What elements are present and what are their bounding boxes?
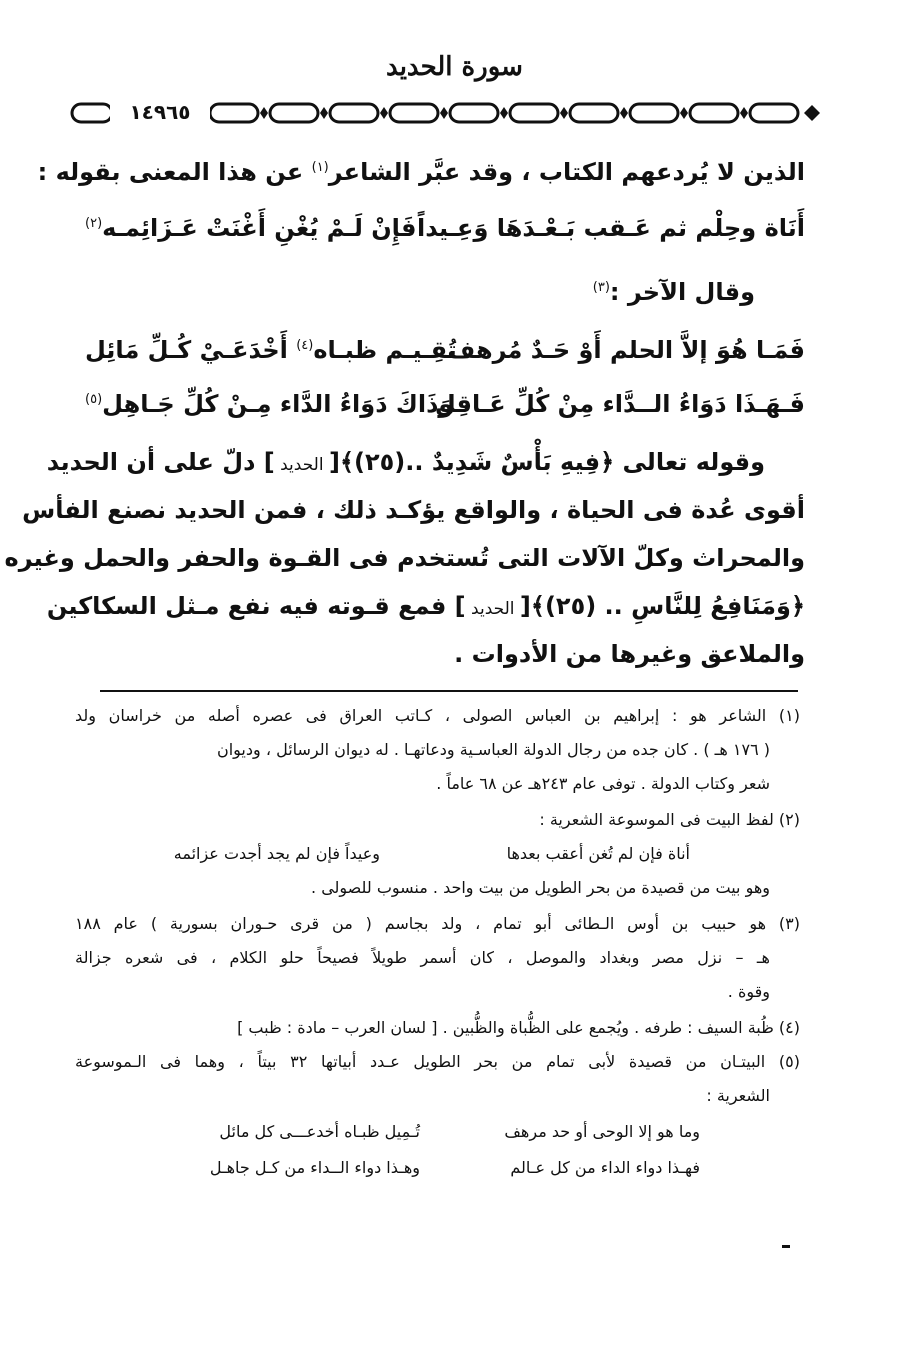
text-line-2 bbox=[593, 268, 755, 316]
text-line-6 bbox=[47, 582, 805, 633]
page-end-mark bbox=[782, 1245, 790, 1248]
footnote-2-verse-left: وعيداً فإن لم يجد أجدت عزائمه bbox=[173, 844, 380, 863]
verse-hemistich-left bbox=[85, 326, 457, 374]
footnote-5-verse-1-right: وما هو إلا الوحى أو حد مرهف bbox=[504, 1122, 700, 1141]
text-segment: ] دلّ على أن الحديد bbox=[46, 448, 275, 476]
footnote-1-line-3: شعر وكتاب الدولة . توفى عام ٢٤٣هـ عن ٦٨ عاماً . bbox=[436, 774, 770, 793]
text-segment: ﴿ bbox=[790, 592, 805, 620]
text-segment: تُقِـيـم ظبـاه bbox=[313, 336, 457, 364]
footnote-marker: (١) bbox=[311, 160, 329, 175]
footnote-2-line-1: (٢) لفظ البيت فى الموسوعة الشعرية : bbox=[539, 810, 800, 829]
footnote-5-line-1: (٥) البيتـان من قصيدة لأبى تمام من بحر الطويل عـدد أبياتها ٣٢ بيتاً ، وهما فى الـموسوعة bbox=[75, 1052, 800, 1071]
footnote-marker: (٤) bbox=[296, 338, 314, 353]
text-segment: وقال الآخر : bbox=[609, 278, 755, 306]
footnote-marker: (٣) bbox=[592, 280, 610, 295]
verse-hemistich-right: فَـهَـذَا دَوَاءُ الــدَّاء مِنْ كُلِّ عَـاقِل bbox=[434, 390, 805, 418]
quran-quote: وَمَنَافِعُ لِلنَّاسِ bbox=[631, 592, 791, 620]
surah-reference: الحديد bbox=[274, 455, 329, 475]
footnote-3-line-3: وقوة . bbox=[727, 982, 770, 1001]
footnote-5-line-2: الشعرية : bbox=[706, 1086, 770, 1105]
text-segment: الذين لا يُردعهم الكتاب ، وقد عبَّر الشاعر bbox=[328, 158, 805, 186]
text-segment: .. (٢٥)﴾[ bbox=[519, 592, 632, 620]
text-segment: عن هذا المعنى بقوله : bbox=[37, 158, 312, 186]
footnote-5-verse-2-right: فهـذا دواء الداء من كل عـالم bbox=[510, 1158, 700, 1177]
text-segment: فَإِنْ لَـمْ يُغْنِ أَغْنَتْ عَـزَائِمـه bbox=[102, 214, 417, 242]
text-segment: ..(٢٥)﴾[ bbox=[328, 448, 432, 476]
verse-hemistich-left bbox=[85, 204, 416, 252]
surah-title: سورة الحديد bbox=[386, 52, 523, 82]
footnote-marker: (٥) bbox=[85, 392, 103, 407]
footnote-1-line-1: (١) الشاعر هو : إبراهيم بن العباس الصولى ، كـاتب العراق فى عصره أصله من خراسان ولد bbox=[75, 706, 800, 725]
footnote-2-verse-right: أناة فإن لم تُغن أعقب بعدها bbox=[506, 844, 690, 863]
verse-hemistich-right: فَمَـا هُوَ إلاَّ الحلم أَوْ حَـدٌ مُرهف bbox=[447, 336, 805, 364]
page-number: ١٤٩٦٥ bbox=[110, 98, 210, 126]
surah-reference: الحديد bbox=[465, 599, 520, 619]
verse-hemistich-left bbox=[85, 380, 453, 428]
footnote-marker: (٢) bbox=[85, 216, 103, 231]
quran-quote: فِيهِ بَأْسٌ شَدِيدٌ bbox=[431, 448, 601, 476]
text-line-3 bbox=[47, 438, 765, 489]
text-segment: أَخْدَعَـيْ كُـلِّ مَائِل bbox=[85, 336, 297, 364]
text-line-5: والمحراث وكلّ الآلات التى تُستخدم فى القـوة والحفر والحمل وغيره bbox=[4, 544, 805, 572]
text-line-7: والملاعق وغيرها من الأدوات . bbox=[454, 640, 805, 668]
text-segment: وقوله تعالى ﴿ bbox=[600, 448, 765, 476]
footnote-5-verse-2-left: وهـذا دواء الــداء من كـل جاهـل bbox=[209, 1158, 420, 1177]
footnote-4-line-1: (٤) ظُبة السيف : طرفه . ويُجمع على الظُّباة والظُّبين . [ لسان العرب – مادة : ظبب ] bbox=[237, 1018, 800, 1037]
footnote-2-line-3: وهو بيت من قصيدة من بحر الطويل من بيت واحد . منسوب للصولى . bbox=[311, 878, 770, 897]
text-line-1 bbox=[38, 148, 805, 196]
verse-hemistich-right: أَنَاة وحِلْم ثم عَـقب بَـعْـدَهَا وَعِـيداً bbox=[416, 214, 805, 242]
text-segment: وَذَاكَ دَوَاءُ الدَّاء مِـنْ كُلِّ جَـاهِل bbox=[102, 390, 454, 418]
footnote-3-line-2: هـ – نزل مصر وبغداد والموصل ، كان أسمر طويلاً فصيحاً حلو الكلام ، فى شعره جزالة bbox=[75, 948, 770, 967]
footnote-3-line-1: (٣) هو حبيب بن أوس الـطائى أبو تمام ، ولد بجاسم ( من قرى حـوران بسورية ) عام ١٨٨ bbox=[75, 914, 800, 933]
footnote-separator bbox=[100, 690, 798, 692]
text-line-4: أقوى عُدة فى الحياة ، والواقع يؤكـد ذلك ، فمن الحديد نصنع الفأس bbox=[22, 496, 805, 524]
footnote-1-line-2: ( ١٧٦ هـ ) . كان جده من رجال الدولة العباسـية ودعاتهـا . له ديوان الرسائل ، وديوان bbox=[216, 740, 770, 759]
footnote-5-verse-1-left: تُـمِيل ظبـاه أخدعـــى كل مائل bbox=[219, 1122, 420, 1141]
text-segment: ] فمع قـوته فيه نفع مـثل السكاكين bbox=[46, 592, 466, 620]
